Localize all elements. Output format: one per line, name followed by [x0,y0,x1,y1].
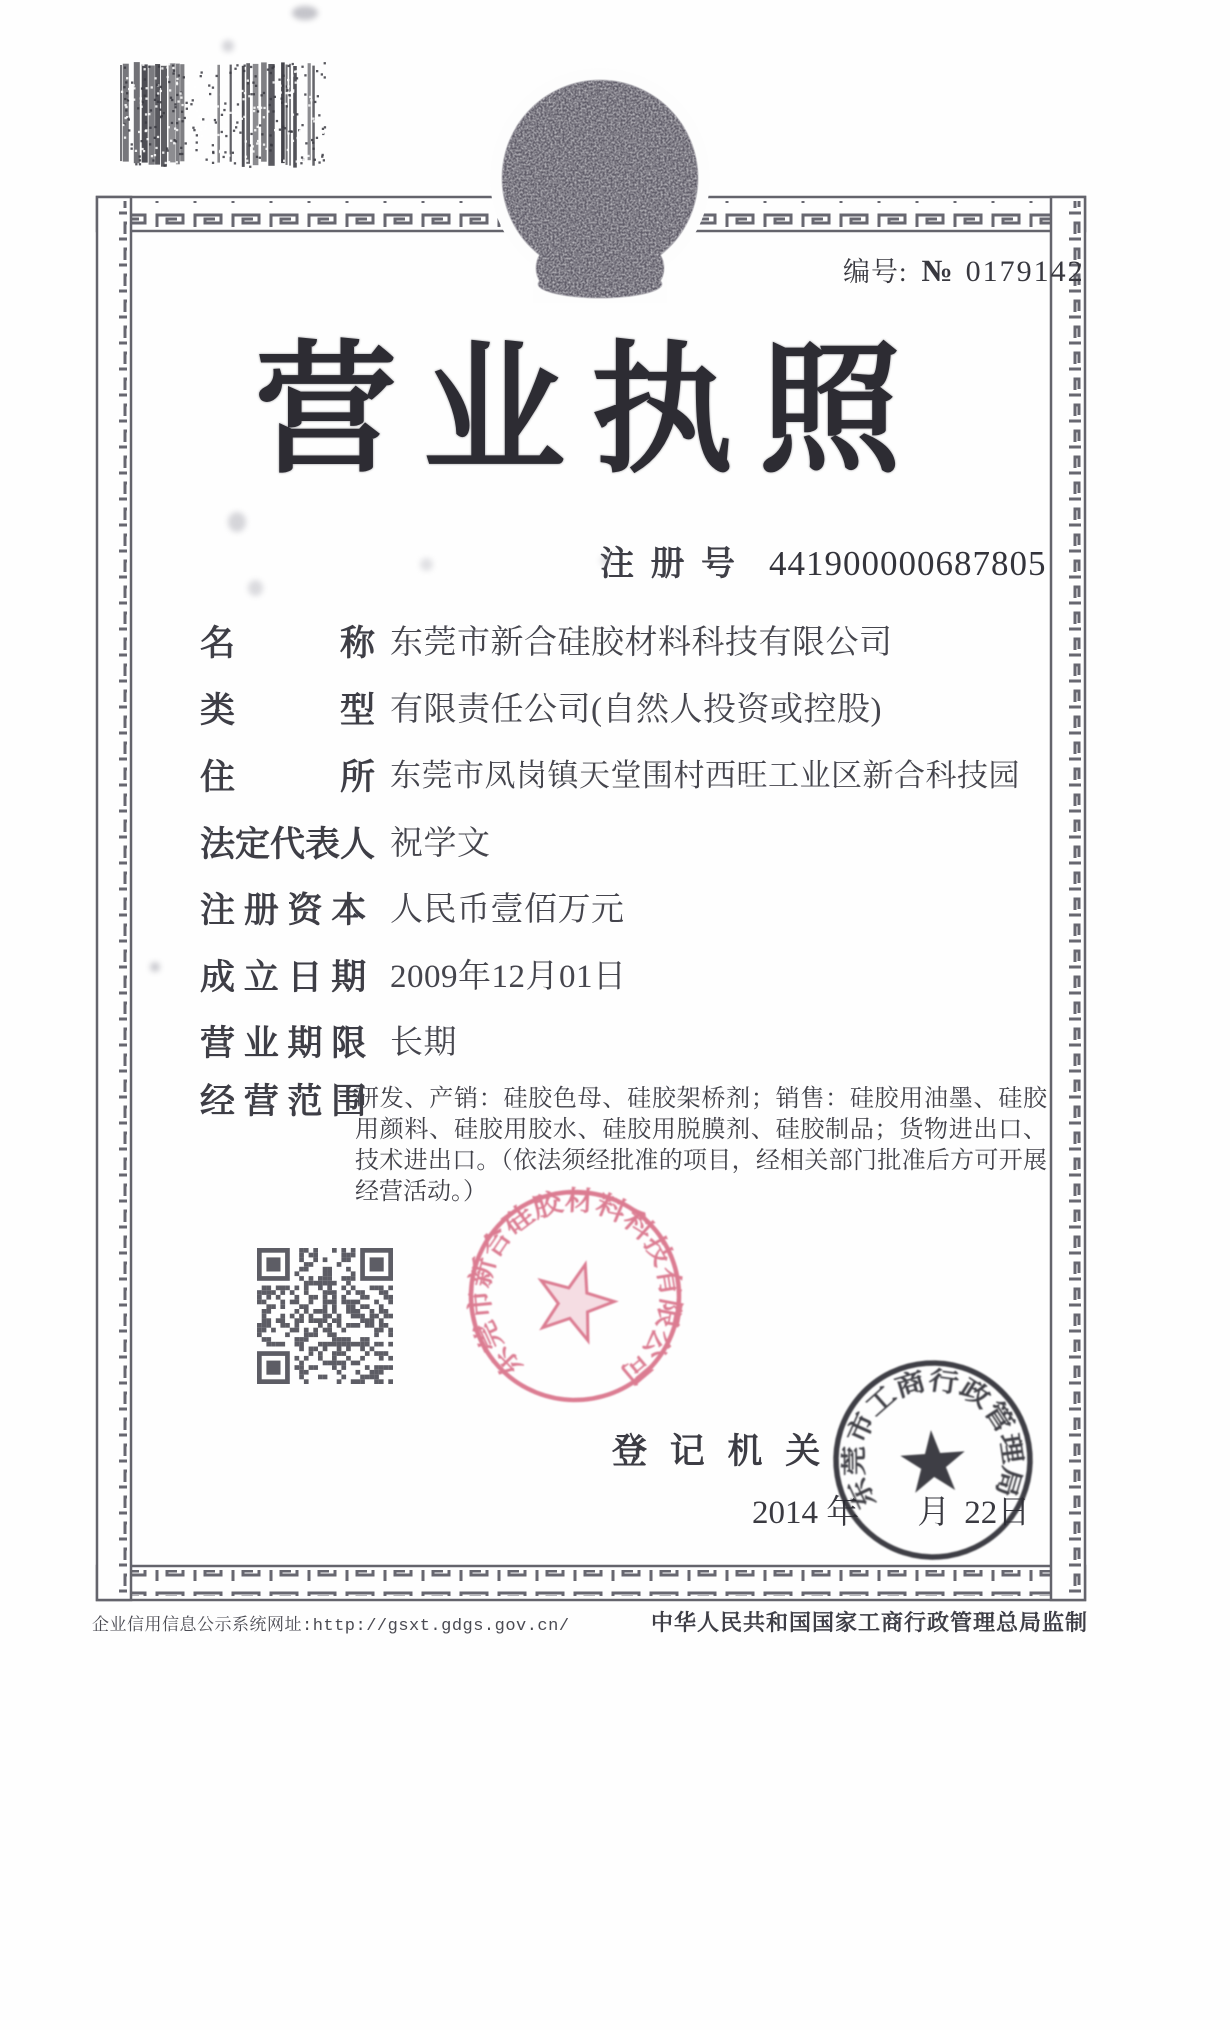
scan-smudge [150,962,160,972]
scan-smudge [600,555,611,566]
registration-number-line [600,536,1047,585]
numero-symbol: № [921,253,954,288]
red-seal-text: 东莞市新合硅胶材料科技有限公司 [464,1185,686,1389]
field-row-registered-capital [200,883,1080,933]
field-label: 住 所 [200,758,376,797]
field-label-business-scope: 经 营 范 围 [200,1082,367,1121]
registrar-black-seal [825,1352,1045,1572]
field-value: 祝学文 [390,826,491,862]
field-row-type [200,683,1080,733]
scan-smudge [228,512,246,532]
scan-smudge [248,580,263,596]
field-label: 营 业 期 限 [200,1024,367,1063]
field-row-legal-representative [200,817,1080,867]
issue-year: 2014 [752,1495,818,1531]
serial-label: 编号: [843,257,908,287]
registrar-label: 登 记 机 关 [612,1432,828,1471]
scan-smudge [420,558,433,571]
black-seal-text: 东莞市工商行政管理局 [839,1365,1027,1514]
field-value: 有限责任公司(自然人投资或控股) [390,692,882,728]
field-row-name [200,616,1080,666]
field-row-address [200,750,1080,800]
field-label: 类 型 [200,691,376,730]
company-red-seal [445,1168,707,1430]
day-unit: 日 [997,1495,1031,1531]
field-row-establish-date [200,950,1080,1000]
registration-number-label: 注 册 号 [600,546,739,583]
star-icon [535,1260,617,1343]
license-title: 营业执照 [255,328,927,493]
field-value: 人民币壹佰万元 [390,892,625,928]
public-info-url: 企业信用信息公示系统网址:http://gsxt.gdgs.gov.cn/ [92,1617,570,1636]
qr-code-icon [257,1248,393,1384]
national-emblem-icon [475,58,725,303]
field-label: 注 册 资 本 [200,891,367,930]
field-value: 长期 [390,1025,457,1061]
field-value: 东莞市新合硅胶材料科技有限公司 [390,625,893,661]
month-unit: 月 [917,1495,951,1531]
barcode-icon [120,62,330,174]
field-row-business-term [200,1016,1080,1066]
serial-number: 0179142 [965,255,1085,288]
registration-number-value: 441900000687805 [769,544,1047,583]
year-unit: 年 [826,1495,860,1531]
field-value: 2009年12月01日 [390,959,627,995]
star-icon [899,1428,968,1494]
serial-number-line [843,250,1085,289]
issue-day: 22 [964,1495,998,1531]
field-value: 东莞市凤岗镇天堂围村西旺工业区新合科技园 [390,758,1020,793]
issuing-authority-note: 中华人民共和国国家工商行政管理总局监制 [650,1610,1088,1635]
field-label: 法定代表人 [200,825,376,864]
field-label: 名 称 [200,624,376,663]
scan-smudge [292,6,318,20]
scan-smudge [222,40,234,52]
field-label: 成 立 日 期 [200,958,367,997]
field-value-business-scope: 研发、产销：硅胶色母、硅胶架桥剂；销售：硅胶用油墨、硅胶用颜料、硅胶用胶水、硅胶用脱膜剂、硅胶制品；货物进出口、技术进出口。（依法须经批准的项目，经相关部门批准后方可开展经营活动。） [355,1086,1047,1205]
